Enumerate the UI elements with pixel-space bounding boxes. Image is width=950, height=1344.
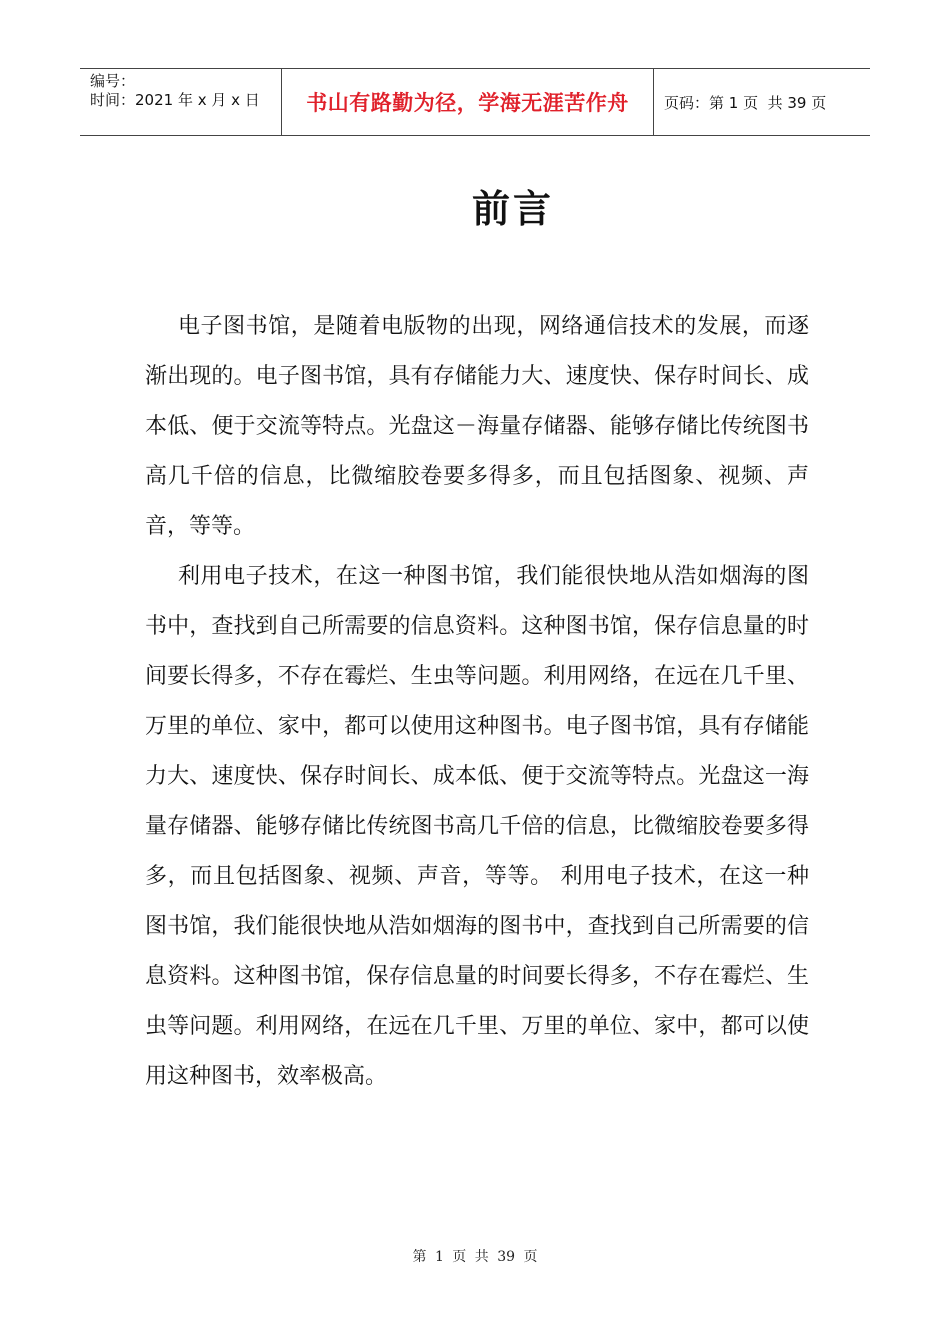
- document-header: [80, 68, 870, 136]
- paragraph: 电子图书馆，是随着电版物的出现，网络通信技术的发展，而逐渐出现的。电子图书馆，具有存储能力大、速度快、保存时间长、成本低、便于交流等特点。光盘这－海量存储器、能够存储比传统图书高几千倍的信息，比微缩胶卷要多得多，而且包括图象、视频、声音，等等。: [145, 314, 809, 539]
- number-label: 编号：: [90, 72, 136, 90]
- header-motto-cell: [282, 69, 654, 135]
- time-label: 时间：2021 年 x 月 x 日: [90, 91, 260, 109]
- paragraph: 利用电子技术，在这一种图书馆，我们能很快地从浩如烟海的图书中，查找到自己所需要的信息资料。这种图书馆，保存信息量的时间要长得多，不存在霉烂、生虫等问题。利用网络，在远在几千里、万里的单位、家中，都可以使用这种图书。电子图书馆，具有存储能力大、速度快、保存时间长、成本低、便于交流等特点。光盘这一海量存储器、能够存储比传统图书高几千倍的信息，比微缩胶卷要多得多，而且包括图象、视频、声音，等等。 利用电子技术，在这一种图书馆，我们能很快地从浩如烟海的图书中，查找到自己所需要的信息资料。这种图书馆，保存信息量的时间要长得多，不存在霉烂、生虫等问题。利用网络，在远在几千里、万里的单位、家中，都可以使用这种图书，效率极高。: [145, 564, 809, 1089]
- page-info: 页码：第 1 页 共 39 页: [664, 93, 827, 112]
- motto-text: 书山有路勤为径，学海无涯苦作舟: [306, 91, 629, 115]
- page-footer: 第 1 页 共 39 页: [412, 1249, 538, 1265]
- header-page-cell: [654, 69, 870, 135]
- header-meta-cell: [80, 69, 282, 135]
- body-text: [145, 302, 809, 1102]
- page-title: 前言: [471, 186, 554, 231]
